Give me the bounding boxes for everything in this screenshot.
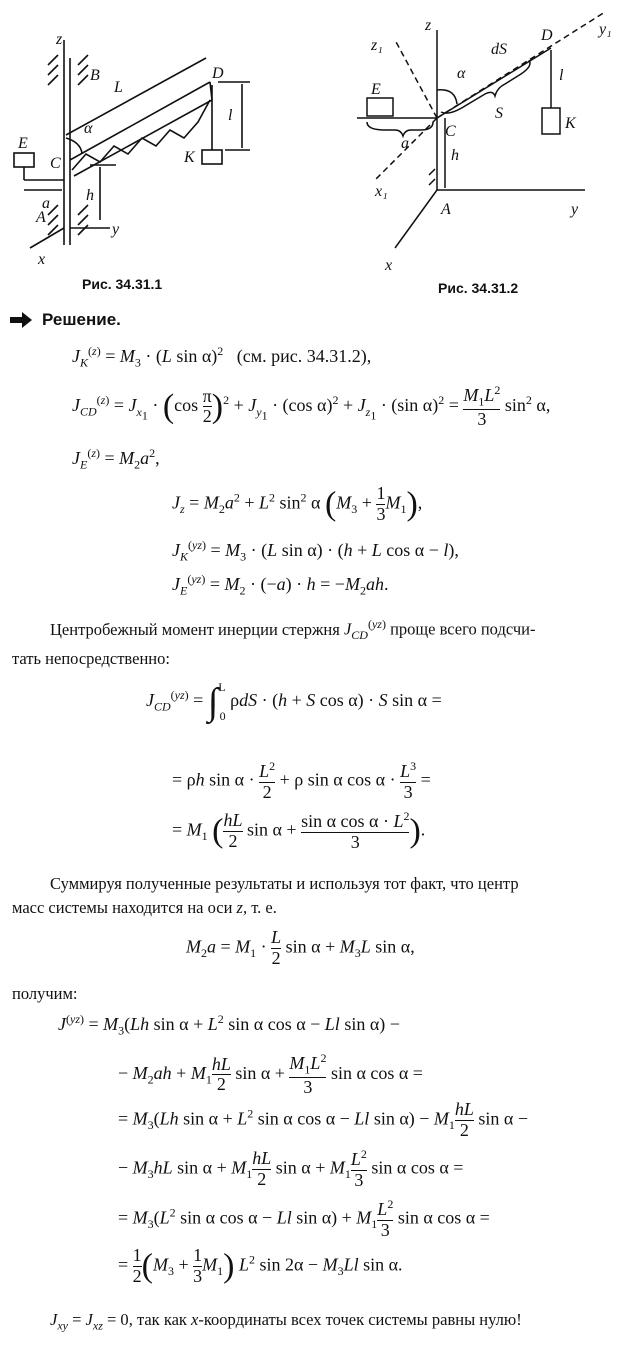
paragraph-centrifugal: Центробежный момент инерции стержня $J_{CD}^{(yz)}$ проще всего подсчи- тать непосредственно: [12, 617, 536, 668]
eq-JCD: $J_{CD}^{(z)} = J_{x_1} \cdot (\cos$ $\frac{\pi}{2}$ )$^2 + J_{y_1} \cdot (\cos$ $\alpha)^2 + J_{z_1} \cdot (\sin$ α)$^2$ = $\frac{M_1L^2}{3}$ $\sin^2 \alpha$, [72, 383, 551, 429]
fig1-label-alpha: α [84, 120, 93, 137]
eq-JEyz: $J_E^{(yz)} = M_2 \cdot (-a) \cdot h = -M_2ah$. [172, 572, 389, 598]
eq-JK: $J_K^{(z)} = M_3 \cdot (L$ sin α)$^2$ (см. рис. 34.31.2), [72, 344, 372, 370]
p1-line1: Центробежный момент инерции стержня [50, 619, 340, 639]
fig1-label-y: y [112, 221, 120, 238]
fig2-label-y1: y₁ [599, 21, 612, 38]
see-fig-ref: (см. рис. 34.31.2), [236, 346, 372, 366]
figure-34-31-1 [0, 20, 260, 270]
eq-Jyz-1: $J^{(yz)} = M_3(Lh$ $\sin \alpha + L^2$ sin α cos α − Ll sin α) − [58, 1012, 400, 1038]
paragraph-obtain [12, 982, 78, 1006]
fig1-label-K: K [184, 149, 195, 166]
paragraph-summing: Суммируя полученные результаты и используя тот факт, что центр масс системы находится на оси z, т. е. [12, 874, 519, 917]
fig1-label-B: B [90, 67, 100, 84]
p1-line2: тать непосредственно: [12, 648, 170, 668]
eq-Jyz-5: = $M_3(L^2$ sin α cos α − Ll $\sin \alpha) + M_1$ $\frac{L^2}{3}$ sin α cos α = [118, 1197, 490, 1240]
fig1-label-x: x [38, 251, 46, 268]
figure-34-31-2 [345, 0, 625, 280]
solution-title: Решение. [42, 310, 121, 329]
fig2-label-l: l [559, 67, 564, 84]
p2-line2-tail: , т. е. [242, 898, 277, 917]
fig1-label-z: z [56, 31, 63, 48]
eq-integral-2: = ρh sin α · $\frac{L^2}{2}$ + ρ sin α cos α · $\frac{L^3}{3}$ = [172, 759, 431, 802]
eq-integral: $J_{CD}^{(yz)} = \int^L0$ ρdS · (h + S cos α) · S sin α = [146, 680, 442, 723]
eq-Jyz-6: = $\frac{1}{2}$ ($M_3$ + $\frac{1}{3}$ $M_1$) $L^2$ $\sin 2\alpha - M_3Ll$ sin α. [118, 1245, 403, 1286]
solution-header [8, 310, 121, 330]
fig2-label-x: x [385, 257, 393, 274]
figure-2-caption: Рис. 34.31.2 [438, 280, 519, 296]
p3: получим: [12, 984, 78, 1003]
fig2-label-dS: dS [491, 41, 507, 58]
fig2-label-z1: z₁ [371, 37, 383, 54]
eq-Jz: $J_z = M_2a^2 + L^2$ $\sin^2 \alpha$ ($M_3$ + $\frac{1}{3}$ $M_1$), [172, 483, 423, 524]
fig1-label-E: E [18, 135, 28, 152]
eq-Jyz-2: − $M_2ah + M_1$ $\frac{hL}{2}$ sin α + $\frac{M_1L^2}{3}$ sin α cos α = [118, 1051, 423, 1097]
fig1-label-D: D [212, 65, 224, 82]
p1-line1-tail: проще всего подсчи- [390, 619, 536, 639]
final-statement: $J_{xy} = J_{xz} = 0$, так как x-координаты всех точек системы равны нулю! [50, 1310, 522, 1333]
fig2-label-h: h [451, 147, 459, 164]
eq-mass-center: $M_2a = M_1$ · $\frac{L}{2}$ $\sin \alpha + M_3L$ sin α, [186, 927, 415, 968]
fig2-label-alpha: α [457, 65, 466, 82]
p2-line1: Суммируя полученные результаты и используя тот факт, что центр [50, 874, 519, 893]
fig2-label-a: a [401, 135, 409, 152]
eq-Jyz-3: = $M_3(Lh$ $\sin \alpha + L^2$ sin α cos α − Ll $\sin \alpha) - M_1$ $\frac{hL}{2}$ sin α − [118, 1099, 529, 1140]
fig1-label-C: C [50, 155, 61, 172]
fig2-label-S: S [495, 105, 503, 122]
fig1-label-l: l [228, 107, 233, 124]
final-text-tail: -координаты всех точек системы равны нулю! [198, 1310, 522, 1329]
fig1-label-a: a [42, 195, 50, 212]
eq-JKyz: $J_K^{(yz)} = M_3 \cdot (L$ sin α) · (h + L cos α − l), [172, 538, 459, 564]
eq-integral-3: = $M_1$ ( $\frac{hL}{2}$ sin α + $\frac{\sin \alpha \cos \alpha \cdot L^2}{3}$ ). [172, 809, 426, 852]
p2-line2: масс системы находится на оси [12, 898, 233, 917]
fig1-label-L: L [114, 79, 123, 96]
eq-JE: $J_E^{(z)} = M_2a^2$, [72, 446, 160, 472]
fig2-label-x1: x₁ [375, 183, 388, 200]
final-text: , так как [128, 1310, 187, 1329]
fig2-label-D: D [541, 27, 553, 44]
fig2-label-A: A [441, 201, 451, 218]
fig2-label-C: C [445, 123, 456, 140]
arrow-icon [8, 311, 34, 329]
fig2-label-E: E [371, 81, 381, 98]
eq-Jyz-4: − $M_3hL$ $\sin \alpha + M_1$ $\frac{hL}{2}$ $\sin \alpha + M_1$ $\frac{L^2}{3}$ sin α cos α = [118, 1147, 464, 1190]
figure-1-caption: Рис. 34.31.1 [82, 276, 163, 292]
fig1-label-h: h [86, 187, 94, 204]
fig1-label-A: A [36, 209, 46, 226]
fig2-label-z: z [425, 17, 432, 34]
fig2-label-y: y [571, 201, 579, 218]
fig2-label-K: K [565, 115, 576, 132]
